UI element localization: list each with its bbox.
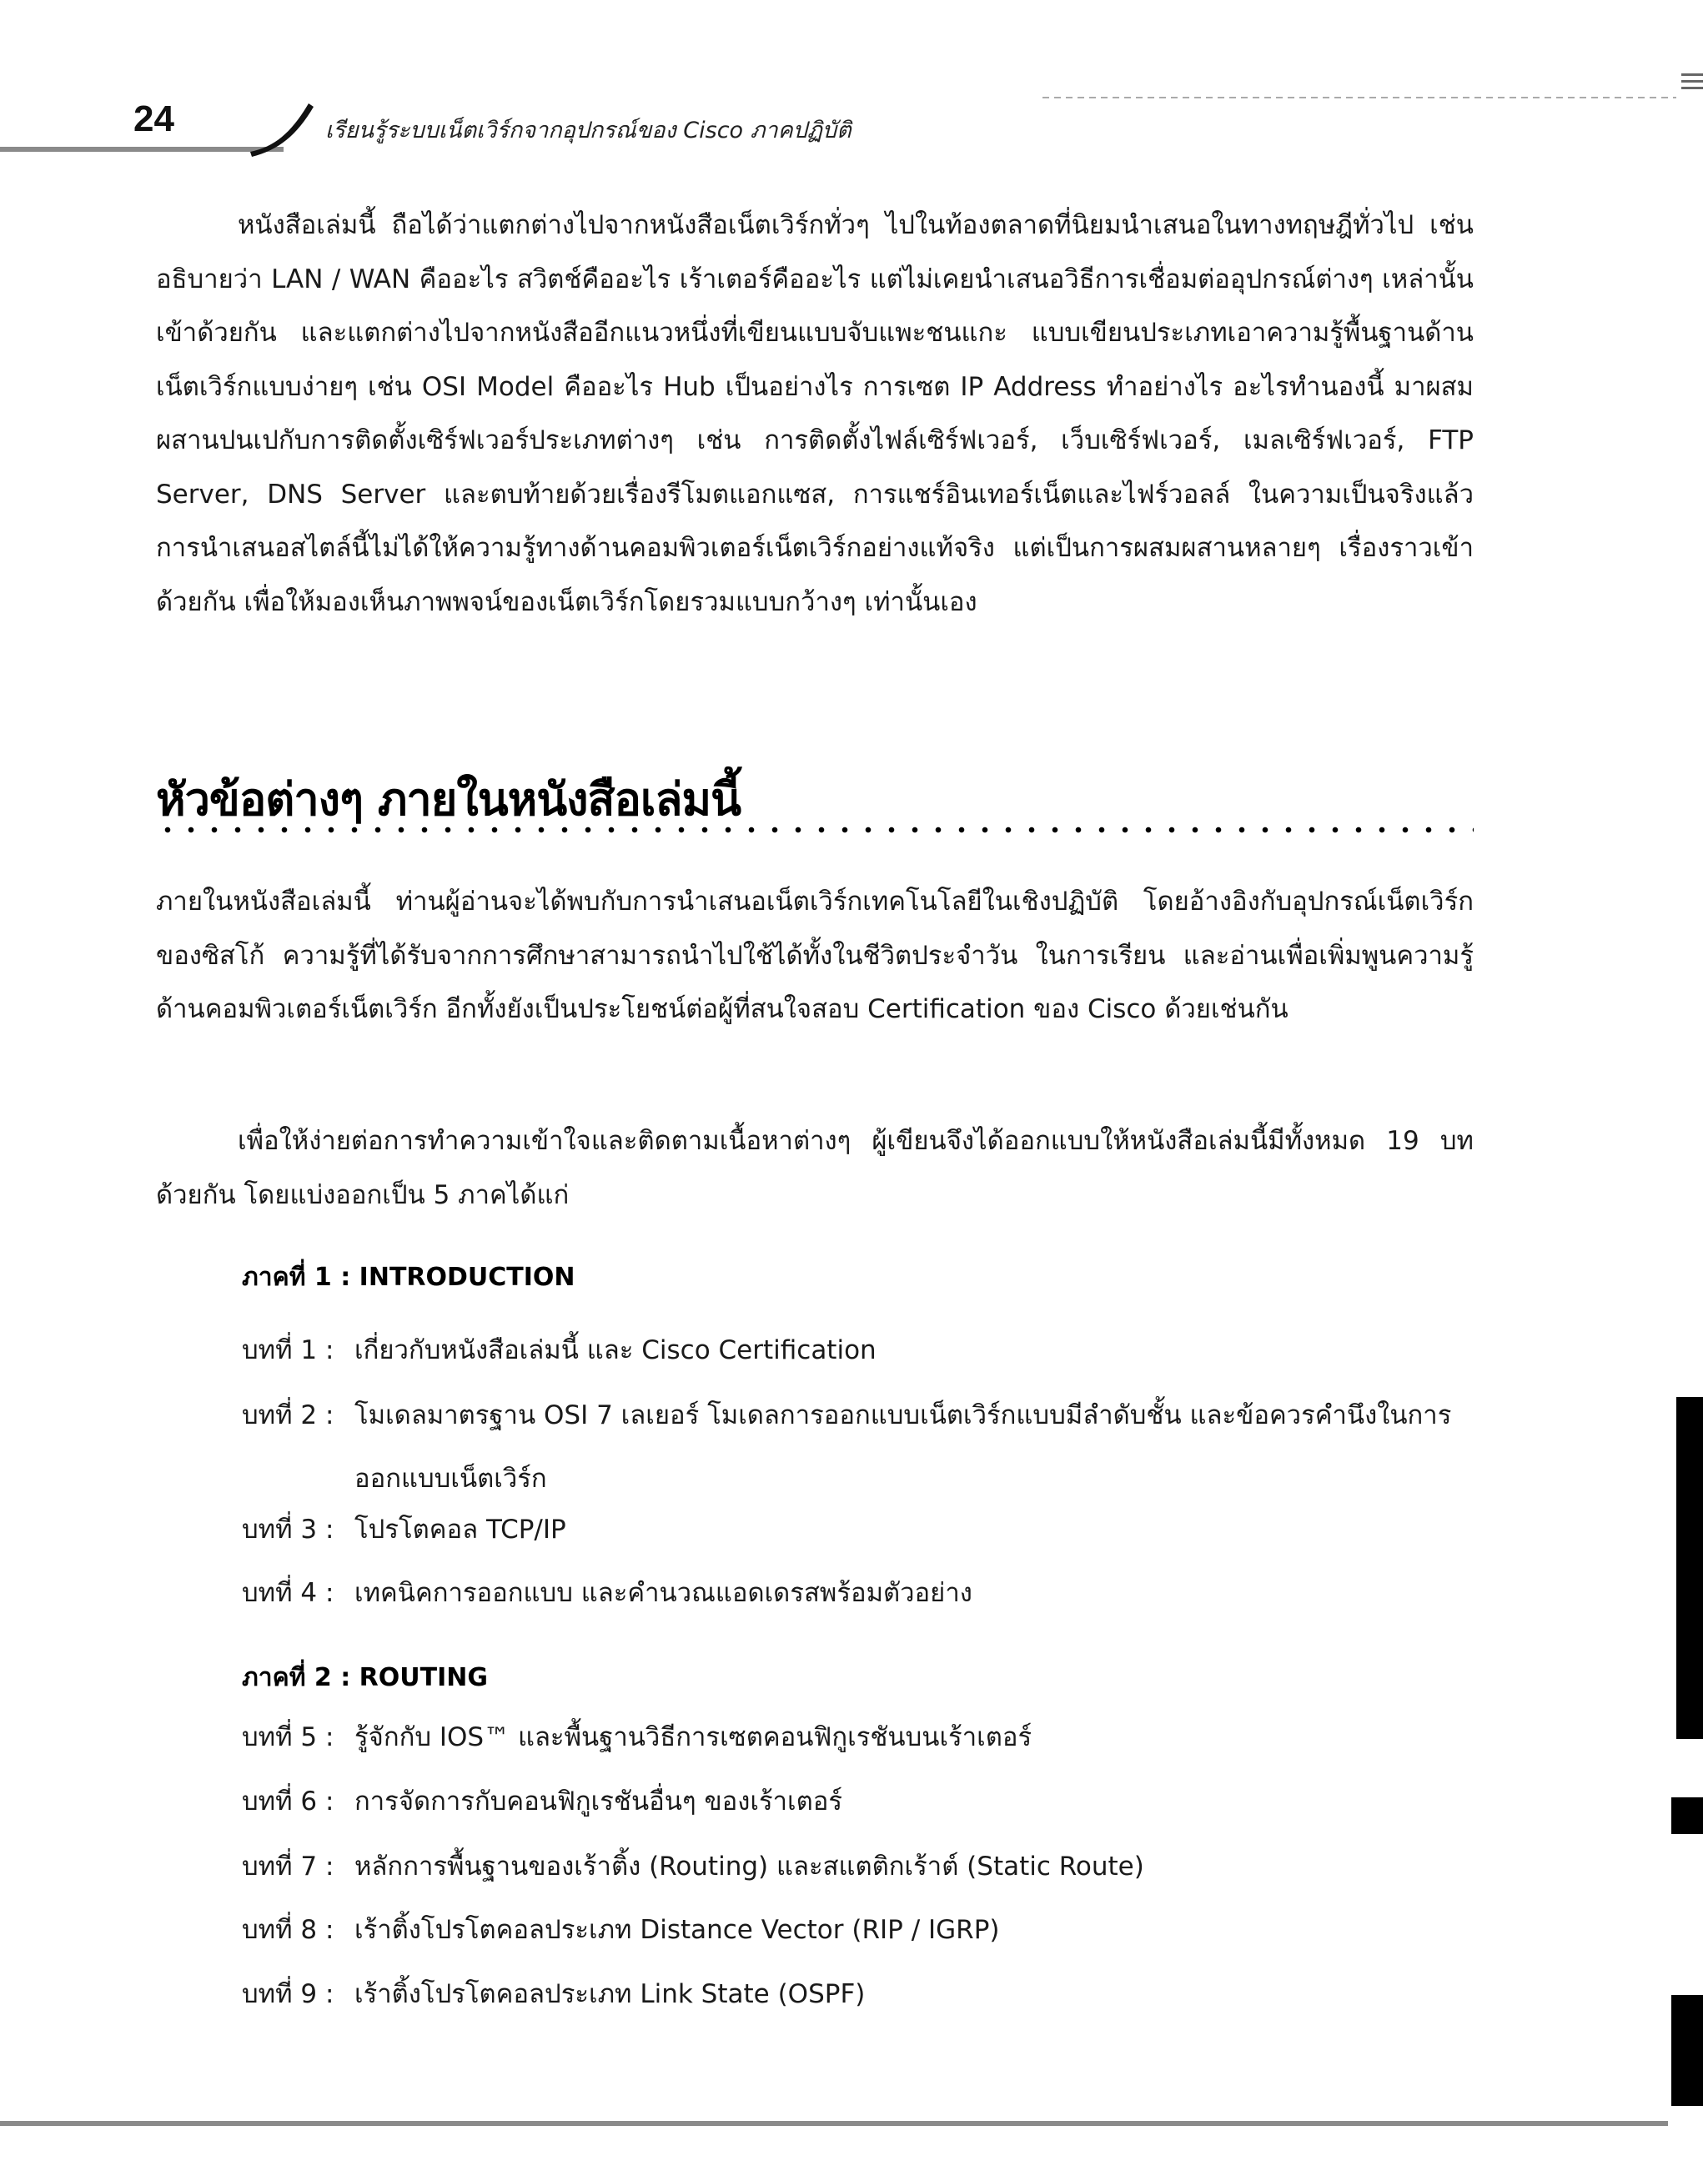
swoosh-ornament-icon — [242, 98, 317, 157]
section-paragraph-1: ภายในหนังสือเล่มนี้ ท่านผู้อ่านจะได้พบกับการนำเสนอเน็ตเวิร์กเทคโนโลยีในเชิงปฏิบัติ โดยอ้างอิงกับอุปกรณ์เน็ตเวิร์กของซิสโก้ ความรู้ที่ได้รับจากการศึกษาสามารถนำไปใช้ได้ทั้งในชีวิตประจำวัน ในการเรียน และอ่านเพื่อเพิ่มพูนความรู้ด้านคอมพิวเตอร์เน็ตเวิร์ก อีกทั้งยังเป็นประโยชน์ต่อผู้ที่สนใจสอบ Certification ของ Cisco ด้วยเช่นกัน — [156, 887, 1474, 1024]
menu-lines-icon — [1681, 73, 1703, 93]
part-title-1: ภาคที่ 1 : INTRODUCTION — [242, 1263, 575, 1292]
chapter-title: การจัดการกับคอนฟิกูเรชันอื่นๆ ของเร้าเตอร์ — [354, 1787, 843, 1817]
chapter-label: บทที่ 3 : — [242, 1515, 334, 1545]
header-rule — [0, 147, 284, 152]
chapter-title: โมเดลมาตรฐาน OSI 7 เลเยอร์ โมเดลการออกแบบเน็ตเวิร์กแบบมีลำดับชั้น และข้อควรคำนึงในการออกแบบเน็ตเวิร์ก — [354, 1400, 1452, 1494]
section-tab-mark — [1676, 1397, 1703, 1739]
chapter-label: บทที่ 5 : — [242, 1722, 334, 1752]
footer-rule — [0, 2121, 1668, 2126]
chapter-title: หลักการพื้นฐานของเร้าติ้ง (Routing) และสแตติกเร้าต์ (Static Route) — [354, 1852, 1144, 1882]
chapter-title: เร้าติ้งโปรโตคอลประเภท Distance Vector (RIP / IGRP) — [354, 1915, 1000, 1945]
section-paragraph-2: เพื่อให้ง่ายต่อการทำความเข้าใจและติดตามเนื้อหาต่างๆ ผู้เขียนจึงได้ออกแบบให้หนังสือเล่มนี้มีทั้งหมด 19 บทด้วยกัน โดยแบ่งออกเป็น 5 ภาคได้แก่ — [156, 1126, 1474, 1210]
part-title-2: ภาคที่ 2 : ROUTING — [242, 1663, 488, 1692]
chapter-title: รู้จักกับ IOS™ และพื้นฐานวิธีการเซตคอนฟิกูเรชันบนเร้าเตอร์ — [354, 1722, 1032, 1752]
chapter-label: บทที่ 2 : — [242, 1400, 334, 1430]
section-tab-mark — [1671, 1995, 1703, 2106]
chapter-label: บทที่ 1 : — [242, 1335, 334, 1365]
running-title: เรียนรู้ระบบเน็ตเวิร์กจากอุปกรณ์ของ Cisco ภาคปฏิบัติ — [325, 118, 851, 143]
page-number: 24 — [133, 98, 174, 139]
header-dotted-rule — [1042, 97, 1676, 98]
chapter-label: บทที่ 4 : — [242, 1578, 334, 1608]
section-tab-mark — [1671, 1797, 1703, 1834]
chapter-label: บทที่ 7 : — [242, 1852, 334, 1882]
chapter-title: เทคนิคการออกแบบ และคำนวณแอดเดรสพร้อมตัวอย่าง — [354, 1578, 972, 1608]
chapter-title: โปรโตคอล TCP/IP — [354, 1515, 566, 1545]
chapter-label: บทที่ 8 : — [242, 1915, 334, 1945]
chapter-title: เกี่ยวกับหนังสือเล่มนี้ และ Cisco Certification — [354, 1335, 877, 1365]
heading-dotted-underline — [156, 826, 1474, 834]
intro-paragraph: หนังสือเล่มนี้ ถือได้ว่าแตกต่างไปจากหนังสือเน็ตเวิร์กทั่วๆ ไปในท้องตลาดที่นิยมนำเสนอในทางทฤษฎีทั่วไป เช่น อธิบายว่า LAN / WAN คืออะไร สวิตช์คืออะไร เร้าเตอร์คืออะไร แต่ไม่เคยนำเสนอวิธีการเชื่อมต่ออุปกรณ์ต่างๆ เหล่านั้นเข้าด้วยกัน และแตกต่างไปจากหนังสืออีกแนวหนึ่งที่เขียนแบบจับแพะชนแกะ แบบเขียนประเภทเอาความรู้พื้นฐานด้านเน็ตเวิร์กแบบง่ายๆ เช่น OSI Model คืออะไร Hub เป็นอย่างไร การเซต IP Address ทำอย่างไร อะไรทำนองนี้ มาผสมผสานปนเปกับการติดตั้งเซิร์ฟเวอร์ประเภทต่างๆ เช่น การติดตั้งไฟล์เซิร์ฟเวอร์, เว็บเซิร์ฟเวอร์, เมลเซิร์ฟเวอร์, FTP Server, DNS Server และตบท้ายด้วยเรื่องรีโมตแอกแซส, การแชร์อินเทอร์เน็ตและไฟร์วอลล์ ในความเป็นจริงแล้ว การนำเสนอสไตล์นี้ไม่ได้ให้ความรู้ทางด้านคอมพิวเตอร์เน็ตเวิร์กอย่างแท้จริง แต่เป็นการผสมผสานหลายๆ เรื่องราวเข้าด้วยกัน เพื่อให้มองเห็นภาพพจน์ของเน็ตเวิร์กโดยรวมแบบกว้างๆ เท่านั้นเอง — [156, 210, 1474, 617]
chapter-title: เร้าติ้งโปรโตคอลประเภท Link State (OSPF) — [354, 1979, 866, 2009]
chapter-label: บทที่ 6 : — [242, 1787, 334, 1817]
chapter-label: บทที่ 9 : — [242, 1979, 334, 2009]
section-heading: หัวข้อต่างๆ ภายในหนังสือเล่มนี้ — [156, 773, 741, 826]
